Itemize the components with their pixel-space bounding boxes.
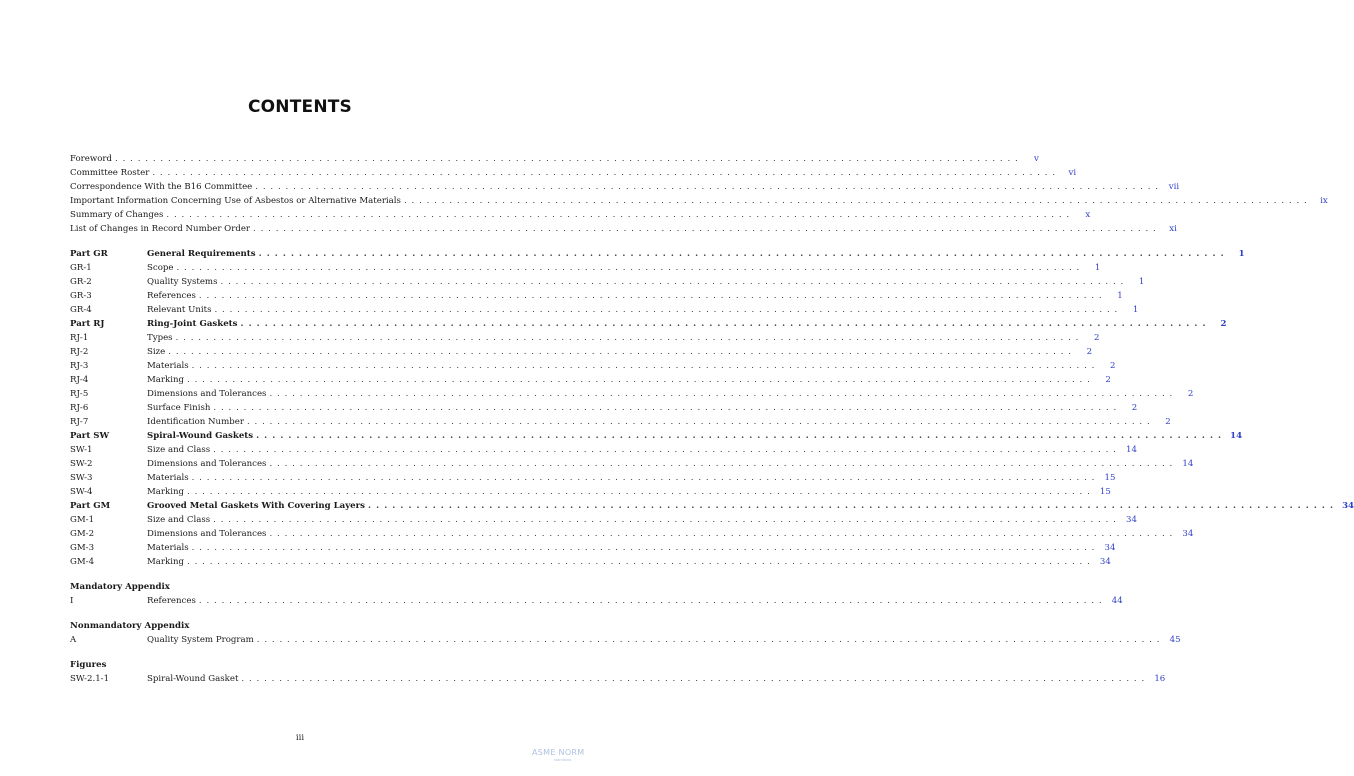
spacer: [70, 569, 547, 580]
toc-entry[interactable]: [70, 485, 1111, 499]
nonmandatory-appendix-list: [70, 633, 1181, 647]
dot-leader: . . . . . . . . . . . . . . . . . . . . . . . . . . . . . . . . . . . . . . . . . . . . . . . . . . . . . . . . . . . . . . . . . . . . . . . . . . . . . . . . . . . . . . . . . . . . . . . . . . . . . . . . . . . . . . . . . . . . . . . .: [241, 674, 1146, 684]
toc-entry[interactable]: [70, 303, 1139, 317]
toc-entry-title: Size: [147, 347, 166, 357]
toc-entry-title: Dimensions and Tolerances: [147, 459, 267, 469]
toc-entry-number: Part RJ: [70, 319, 105, 329]
toc-entry-page-link[interactable]: 1: [1238, 249, 1245, 259]
figures-heading: Figures: [70, 660, 107, 670]
toc-entry[interactable]: [70, 317, 1227, 331]
toc-entry-title: Relevant Units: [147, 305, 212, 315]
toc-entry-number: RJ-1: [70, 333, 89, 343]
toc-entry-page-link[interactable]: 2: [1165, 417, 1171, 427]
toc-entry-number: GR-1: [70, 263, 92, 273]
parts-list: [70, 247, 1354, 569]
toc-entry-number: GM-4: [70, 557, 95, 567]
dot-leader: . . . . . . . . . . . . . . . . . . . . . . . . . . . . . . . . . . . . . . . . . . . . . . . . . . . . . . . . . . . . . . . . . . . . . . . . . . . . . . . . . . . . . . . . . . . . . . . . . . . . . . . . . . . . . . . . . . . . . . . .: [152, 168, 1057, 178]
toc-entry-page-link[interactable]: 16: [1154, 674, 1166, 684]
dot-leader: . . . . . . . . . . . . . . . . . . . . . . . . . . . . . . . . . . . . . . . . . . . . . . . . . . . . . . . . . . . . . . . . . . . . . . . . . . . . . . . . . . . . . . . . . . . . . . . . . . . . . . . . . . . . . . . . . . . . . . . .: [269, 389, 1174, 399]
dot-leader: . . . . . . . . . . . . . . . . . . . . . . . . . . . . . . . . . . . . . . . . . . . . . . . . . . . . . . . . . . . . . . . . . . . . . . . . . . . . . . . . . . . . . . . . . . . . . . . . . . . . . . . . . . . . . . . . . . . . . . . .: [269, 459, 1174, 469]
toc-entry-number: A: [70, 635, 77, 645]
toc-entry[interactable]: [70, 415, 1171, 429]
watermark-text: ASME NORM: [532, 748, 585, 757]
toc-entry-title: Materials: [147, 361, 189, 371]
toc-entry-title: Scope: [147, 263, 174, 273]
toc-entry[interactable]: [70, 513, 1137, 527]
figures-list: [70, 672, 1166, 686]
dot-leader: . . . . . . . . . . . . . . . . . . . . . . . . . . . . . . . . . . . . . . . . . . . . . . . . . . . . . . . . . . . . . . . . . . . . . . . . . . . . . . . . . . . . . . . . . . . . . . . . . . . . . . . . . . . . . . . . . . . . . . . .: [191, 543, 1096, 553]
toc-entry[interactable]: [70, 541, 1116, 555]
dot-leader: . . . . . . . . . . . . . . . . . . . . . . . . . . . . . . . . . . . . . . . . . . . . . . . . . . . . . . . . . . . . . . . . . . . . . . . . . . . . . . . . . . . . . . . . . . . . . . . . . . . . . . . . . . . . . . . . . . . . . . . .: [166, 210, 1071, 220]
toc-entry[interactable]: [70, 289, 1123, 303]
toc-entry-page-link[interactable]: 15: [1104, 473, 1116, 483]
toc-entry-page-link[interactable]: 2: [1220, 319, 1227, 329]
toc-entry-number: SW-2.1-1: [70, 674, 110, 684]
toc-entry-number: Part SW: [70, 431, 110, 441]
toc-entry-number: Part GM: [70, 501, 111, 511]
toc-entry[interactable]: [70, 387, 1194, 401]
toc-entry-title: Spiral-Wound Gaskets: [147, 431, 254, 441]
toc-entry-number: SW-2: [70, 459, 93, 469]
toc-entry-page-link[interactable]: 14: [1126, 445, 1137, 455]
toc-entry-page-link[interactable]: 45: [1169, 635, 1181, 645]
toc-entry-number: SW-4: [70, 487, 93, 497]
dot-leader: . . . . . . . . . . . . . . . . . . . . . . . . . . . . . . . . . . . . . . . . . . . . . . . . . . . . . . . . . . . . . . . . . . . . . . . . . . . . . . . . . . . . . . . . . . . . . . . . . . . . . . . . . . . . . . . . . . . . . . . .: [213, 445, 1117, 455]
dot-leader: . . . . . . . . . . . . . . . . . . . . . . . . . . . . . . . . . . . . . . . . . . . . . . . . . . . . . . . . . . . . . . . . . . . . . . . . . . . . . . . . . . . . . . . . . . . . . . . . . . . . . . . . . . . . . . . . . . . . . . . .: [240, 319, 1207, 329]
toc-entry-page-link[interactable]: 34: [1126, 515, 1137, 525]
toc-entry-title: Surface Finish: [147, 403, 211, 413]
toc-entry-number: Part GR: [70, 249, 108, 259]
toc-entry-number: SW-1: [70, 445, 93, 455]
toc-entry[interactable]: [70, 180, 1180, 194]
toc-entry-page-link[interactable]: 14: [1182, 459, 1194, 469]
toc-entry[interactable]: [70, 527, 1194, 541]
dot-leader: . . . . . . . . . . . . . . . . . . . . . . . . . . . . . . . . . . . . . . . . . . . . . . . . . . . . . . . . . . . . . . . . . . . . . . . . . . . . . . . . . . . . . . . . . . . . . . . . . . . . . . . . . . . . . . . . . . . . . . . .: [187, 557, 1091, 567]
toc-entry-number: GR-4: [70, 305, 92, 315]
dot-leader: . . . . . . . . . . . . . . . . . . . . . . . . . . . . . . . . . . . . . . . . . . . . . . . . . . . . . . . . . . . . . . . . . . . . . . . . . . . . . . . . . . . . . . . . . . . . . . . . . . . . . . . . . . . . . . . . . . . . . . . .: [214, 305, 1119, 315]
toc-entry-title: Quality System Program: [147, 635, 254, 645]
nonmandatory-appendix-heading: Nonmandatory Appendix: [70, 621, 190, 631]
toc-entry-title: References: [147, 291, 196, 301]
mandatory-appendix-list: [70, 594, 1123, 608]
dot-leader: . . . . . . . . . . . . . . . . . . . . . . . . . . . . . . . . . . . . . . . . . . . . . . . . . . . . . . . . . . . . . . . . . . . . . . . . . . . . . . . . . . . . . . . . . . . . . . . . . . . . . . . . . . . . . . . . . . . . . . . .: [258, 249, 1225, 259]
toc-entry-page-link[interactable]: ix: [1320, 196, 1328, 206]
toc-entry[interactable]: [70, 672, 1166, 686]
toc-entry-number: RJ-2: [70, 347, 89, 357]
toc-entry-title: Materials: [147, 543, 189, 553]
toc-entry-title: Grooved Metal Gaskets With Covering Layers: [147, 501, 366, 511]
toc-entry-number: SW-3: [70, 473, 93, 483]
toc-entry-page-link[interactable]: 44: [1111, 596, 1123, 606]
toc-entry[interactable]: [70, 152, 1039, 166]
toc-entry-page-link[interactable]: vi: [1068, 168, 1077, 178]
dot-leader: . . . . . . . . . . . . . . . . . . . . . . . . . . . . . . . . . . . . . . . . . . . . . . . . . . . . . . . . . . . . . . . . . . . . . . . . . . . . . . . . . . . . . . . . . . . . . . . . . . . . . . . . . . . . . . . . . . . . . . . .: [187, 487, 1091, 497]
toc-entry-title: Summary of Changes: [70, 210, 164, 220]
toc-entry-page-link[interactable]: 14: [1230, 431, 1243, 441]
toc-entry[interactable]: [70, 222, 1177, 236]
dot-leader: . . . . . . . . . . . . . . . . . . . . . . . . . . . . . . . . . . . . . . . . . . . . . . . . . . . . . . . . . . . . . . . . . . . . . . . . . . . . . . . . . . . . . . . . . . . . . . . . . . . . . . . . . . . . . . . . . . . . . . . .: [220, 277, 1125, 287]
toc-entry[interactable]: [70, 457, 1194, 471]
toc-entry-title: Quality Systems: [147, 277, 218, 287]
toc-entry-number: GM-1: [70, 515, 95, 525]
toc-entry[interactable]: [70, 373, 1111, 387]
toc-entry-number: RJ-3: [70, 361, 89, 371]
toc-entry-number: GM-3: [70, 543, 95, 553]
toc-entry-title: Dimensions and Tolerances: [147, 529, 267, 539]
dot-leader: . . . . . . . . . . . . . . . . . . . . . . . . . . . . . . . . . . . . . . . . . . . . . . . . . . . . . . . . . . . . . . . . . . . . . . . . . . . . . . . . . . . . . . . . . . . . . . . . . . . . . . . . . . . . . . . . . . . . . . . .: [176, 263, 1081, 273]
dot-leader: . . . . . . . . . . . . . . . . . . . . . . . . . . . . . . . . . . . . . . . . . . . . . . . . . . . . . . . . . . . . . . . . . . . . . . . . . . . . . . . . . . . . . . . . . . . . . . . . . . . . . . . . . . . . . . . . . . . . . . . .: [255, 182, 1160, 192]
toc-entry-number: GR-2: [70, 277, 92, 287]
spacer: [70, 236, 547, 247]
watermark-logo: [526, 746, 586, 766]
toc-entry-title: Committee Roster: [70, 168, 150, 178]
dot-leader: . . . . . . . . . . . . . . . . . . . . . . . . . . . . . . . . . . . . . . . . . . . . . . . . . . . . . . . . . . . . . . . . . . . . . . . . . . . . . . . . . . . . . . . . . . . . . . . . . . . . . . . . . . . . . . . . . . . . . . . .: [198, 596, 1103, 606]
toc-entry-title: General Requirements: [147, 249, 256, 259]
toc-entry-title: Correspondence With the B16 Committee: [70, 182, 253, 192]
toc-entry-page-link[interactable]: 1: [1094, 263, 1101, 273]
toc-entry-page-link[interactable]: 2: [1105, 375, 1111, 385]
toc-entry-page-link[interactable]: 15: [1099, 487, 1111, 497]
toc-entry-number: I: [70, 596, 74, 606]
toc-entry-title: Size and Class: [147, 445, 211, 455]
dot-leader: . . . . . . . . . . . . . . . . . . . . . . . . . . . . . . . . . . . . . . . . . . . . . . . . . . . . . . . . . . . . . . . . . . . . . . . . . . . . . . . . . . . . . . . . . . . . . . . . . . . . . . . . . . . . . . . . . . . . . . . .: [115, 154, 1019, 164]
table-of-contents: [70, 152, 1354, 686]
toc-entry-title: Size and Class: [147, 515, 211, 525]
toc-entry-title: Foreword: [70, 154, 112, 164]
toc-entry-page-link[interactable]: 2: [1131, 403, 1138, 413]
watermark-subtext: standards: [554, 758, 572, 762]
toc-entry-page-link[interactable]: 1: [1138, 277, 1145, 287]
toc-entry-title: Marking: [147, 375, 185, 385]
dot-leader: . . . . . . . . . . . . . . . . . . . . . . . . . . . . . . . . . . . . . . . . . . . . . . . . . . . . . . . . . . . . . . . . . . . . . . . . . . . . . . . . . . . . . . . . . . . . . . . . . . . . . . . . . . . . . . . . . . . . . . . .: [256, 635, 1161, 645]
toc-entry-title: Spiral-Wound Gasket: [147, 674, 239, 684]
spacer: [70, 608, 547, 619]
toc-entry-title: Important Information Concerning Use of Asbestos or Alternative Materials: [70, 196, 401, 206]
toc-entry-page-link[interactable]: x: [1085, 210, 1091, 220]
toc-entry[interactable]: [70, 555, 1111, 569]
toc-entry[interactable]: [70, 471, 1116, 485]
dot-leader: . . . . . . . . . . . . . . . . . . . . . . . . . . . . . . . . . . . . . . . . . . . . . . . . . . . . . . . . . . . . . . . . . . . . . . . . . . . . . . . . . . . . . . . . . . . . . . . . . . . . . . . . . . . . . . . . . . . . . . . .: [198, 291, 1103, 301]
toc-entry-page-link[interactable]: 1: [1117, 291, 1123, 301]
page-title: CONTENTS: [247, 97, 353, 117]
dot-leader: . . . . . . . . . . . . . . . . . . . . . . . . . . . . . . . . . . . . . . . . . . . . . . . . . . . . . . . . . . . . . . . . . . . . . . . . . . . . . . . . . . . . . . . . . . . . . . . . . . . . . . . . . . . . . . . . . . . . . . . .: [187, 375, 1091, 385]
dot-leader: . . . . . . . . . . . . . . . . . . . . . . . . . . . . . . . . . . . . . . . . . . . . . . . . . . . . . . . . . . . . . . . . . . . . . . . . . . . . . . . . . . . . . . . . . . . . . . . . . . . . . . . . . . . . . . . . . . . . . . . .: [403, 196, 1308, 206]
toc-entry[interactable]: [70, 359, 1116, 373]
toc-entry[interactable]: [70, 401, 1138, 415]
toc-entry[interactable]: [70, 499, 1354, 513]
dot-leader: . . . . . . . . . . . . . . . . . . . . . . . . . . . . . . . . . . . . . . . . . . . . . . . . . . . . . . . . . . . . . . . . . . . . . . . . . . . . . . . . . . . . . . . . . . . . . . . . . . . . . . . . . . . . . . . . . . . . . . . .: [168, 347, 1073, 357]
dot-leader: . . . . . . . . . . . . . . . . . . . . . . . . . . . . . . . . . . . . . . . . . . . . . . . . . . . . . . . . . . . . . . . . . . . . . . . . . . . . . . . . . . . . . . . . . . . . . . . . . . . . . . . . . . . . . . . . . . . . . . . .: [213, 515, 1117, 525]
toc-entry-page-link[interactable]: 2: [1187, 389, 1194, 399]
toc-entry[interactable]: [70, 633, 1181, 647]
toc-entry[interactable]: [70, 429, 1243, 443]
toc-entry-page-link[interactable]: 34: [1342, 501, 1354, 511]
toc-entry-page-link[interactable]: 2: [1093, 333, 1100, 343]
toc-entry-number: RJ-4: [70, 375, 89, 385]
toc-entry-title: Types: [147, 333, 173, 343]
dot-leader: . . . . . . . . . . . . . . . . . . . . . . . . . . . . . . . . . . . . . . . . . . . . . . . . . . . . . . . . . . . . . . . . . . . . . . . . . . . . . . . . . . . . . . . . . . . . . . . . . . . . . . . . . . . . . . . . . . . . . . . .: [269, 529, 1174, 539]
toc-entry-number: RJ-5: [70, 389, 89, 399]
toc-entry[interactable]: [70, 261, 1101, 275]
toc-entry[interactable]: [70, 443, 1137, 457]
toc-entry-title: References: [147, 596, 196, 606]
toc-entry-page-link[interactable]: 34: [1099, 557, 1111, 567]
toc-entry-page-link[interactable]: 2: [1109, 361, 1116, 371]
toc-entry[interactable]: [70, 594, 1123, 608]
toc-entry[interactable]: [70, 194, 1328, 208]
toc-entry[interactable]: [70, 275, 1145, 289]
mandatory-appendix-heading: Mandatory Appendix: [70, 582, 170, 592]
dot-leader: . . . . . . . . . . . . . . . . . . . . . . . . . . . . . . . . . . . . . . . . . . . . . . . . . . . . . . . . . . . . . . . . . . . . . . . . . . . . . . . . . . . . . . . . . . . . . . . . . . . . . . . . . . . . . . . . . . . . . . . .: [256, 431, 1223, 441]
dot-leader: . . . . . . . . . . . . . . . . . . . . . . . . . . . . . . . . . . . . . . . . . . . . . . . . . . . . . . . . . . . . . . . . . . . . . . . . . . . . . . . . . . . . . . . . . . . . . . . . . . . . . . . . . . . . . . . . . . . . . . . .: [191, 361, 1096, 371]
toc-entry-number: GR-3: [70, 291, 92, 301]
dot-leader: . . . . . . . . . . . . . . . . . . . . . . . . . . . . . . . . . . . . . . . . . . . . . . . . . . . . . . . . . . . . . . . . . . . . . . . . . . . . . . . . . . . . . . . . . . . . . . . . . . . . . . . . . . . . . . . . . . . . . . . .: [246, 417, 1151, 427]
toc-entry[interactable]: [70, 166, 1077, 180]
toc-entry[interactable]: [70, 247, 1245, 261]
dot-leader: . . . . . . . . . . . . . . . . . . . . . . . . . . . . . . . . . . . . . . . . . . . . . . . . . . . . . . . . . . . . . . . . . . . . . . . . . . . . . . . . . . . . . . . . . . . . . . . . . . . . . . . . . . . . . . . . . . . . . . . .: [253, 224, 1157, 234]
dot-leader: . . . . . . . . . . . . . . . . . . . . . . . . . . . . . . . . . . . . . . . . . . . . . . . . . . . . . . . . . . . . . . . . . . . . . . . . . . . . . . . . . . . . . . . . . . . . . . . . . . . . . . . . . . . . . . . . . . . . . . . .: [175, 333, 1080, 343]
dot-leader: . . . . . . . . . . . . . . . . . . . . . . . . . . . . . . . . . . . . . . . . . . . . . . . . . . . . . . . . . . . . . . . . . . . . . . . . . . . . . . . . . . . . . . . . . . . . . . . . . . . . . . . . . . . . . . . . . . . . . . . .: [368, 501, 1335, 511]
toc-entry[interactable]: [70, 208, 1091, 222]
toc-entry-page-link[interactable]: v: [1033, 154, 1039, 164]
toc-entry-page-link[interactable]: 2: [1086, 347, 1093, 357]
toc-entry-number: RJ-6: [70, 403, 89, 413]
toc-entry-title: Ring-Joint Gaskets: [147, 319, 238, 329]
dot-leader: . . . . . . . . . . . . . . . . . . . . . . . . . . . . . . . . . . . . . . . . . . . . . . . . . . . . . . . . . . . . . . . . . . . . . . . . . . . . . . . . . . . . . . . . . . . . . . . . . . . . . . . . . . . . . . . . . . . . . . . .: [213, 403, 1118, 413]
toc-entry-title: List of Changes in Record Number Order: [70, 224, 251, 234]
toc-entry-page-link[interactable]: xi: [1169, 224, 1177, 234]
toc-entry-title: Dimensions and Tolerances: [147, 389, 267, 399]
toc-entry-title: Marking: [147, 557, 185, 567]
spacer: [70, 647, 547, 658]
toc-entry-title: Identification Number: [147, 417, 244, 427]
toc-entry-page-link[interactable]: vii: [1168, 182, 1180, 192]
toc-entry-page-link[interactable]: 34: [1104, 543, 1116, 553]
toc-entry-page-link[interactable]: 1: [1132, 305, 1139, 315]
front-matter-list: [70, 152, 1328, 236]
toc-entry-page-link[interactable]: 34: [1182, 529, 1194, 539]
page-number: iii: [295, 733, 305, 743]
toc-entry-number: GM-2: [70, 529, 95, 539]
toc-entry-number: RJ-7: [70, 417, 89, 427]
dot-leader: . . . . . . . . . . . . . . . . . . . . . . . . . . . . . . . . . . . . . . . . . . . . . . . . . . . . . . . . . . . . . . . . . . . . . . . . . . . . . . . . . . . . . . . . . . . . . . . . . . . . . . . . . . . . . . . . . . . . . . . .: [191, 473, 1096, 483]
toc-entry[interactable]: [70, 331, 1100, 345]
toc-entry[interactable]: [70, 345, 1093, 359]
toc-entry-title: Materials: [147, 473, 189, 483]
toc-entry-title: Marking: [147, 487, 185, 497]
